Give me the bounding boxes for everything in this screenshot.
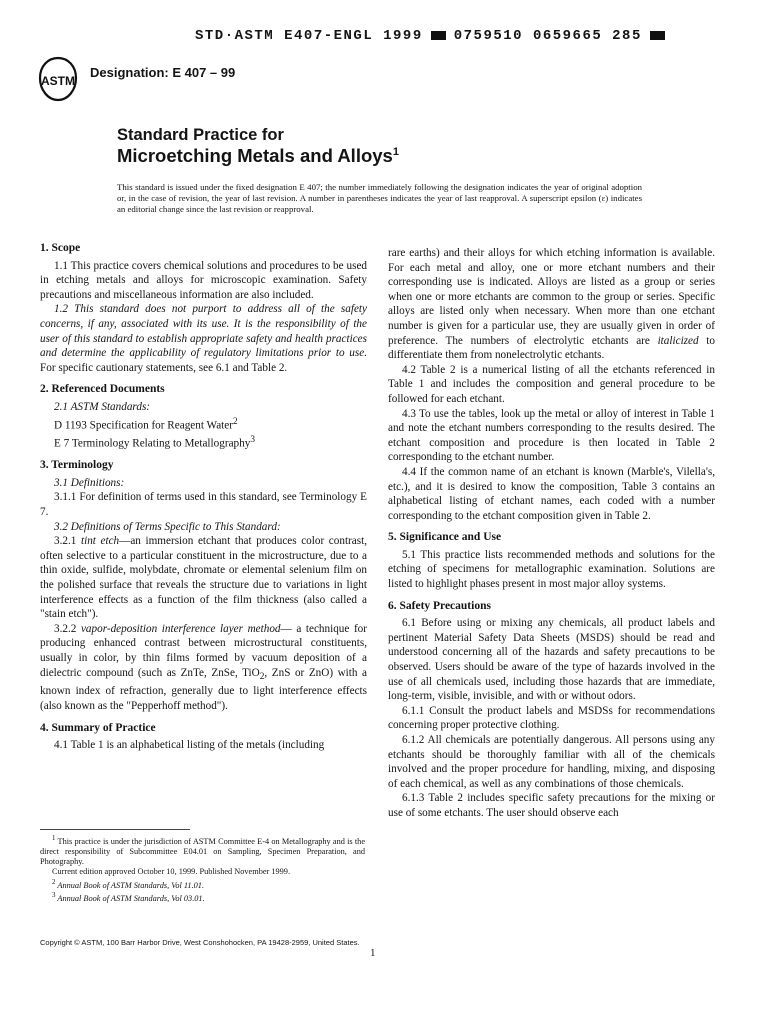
stamp-block-mark — [431, 31, 446, 40]
ref-d1193-text: D 1193 Specification for Reagent Water — [54, 419, 233, 432]
footnote-3 — [40, 891, 365, 904]
para-4-1-italic: italicized — [657, 334, 699, 347]
ref-d1193-sup: 2 — [232, 416, 238, 427]
term-vapor-deposition: vapor-deposition interference layer method — [80, 622, 281, 635]
para-4-4: 4.4 If the common name of an etchant is known (Marble's, Vilella's, etc.), and it is desired to know the composition, Table 3 contains an alphabetical listing of etchant names, each coded with a number corresponding to the etchant composition given in Table 2. — [388, 465, 715, 522]
document-id-stamp — [195, 28, 673, 44]
ref-e7 — [40, 433, 367, 451]
para-3-2-1 — [40, 534, 367, 622]
footnote-1-mark: 1 — [52, 835, 56, 842]
heading-summary: 4. Summary of Practice — [40, 721, 156, 734]
copyright-line: Copyright © ASTM, 100 Barr Harbor Drive, West Conshohocken, PA 19428-2959, United States. — [40, 938, 360, 947]
para-6-1-3: 6.1.3 Table 2 includes specific safety precautions for the mixing or use of some etchants. The user should observe each — [388, 792, 715, 819]
para-4-1-end: to differentiate them from nonelectrolytic etchants. — [388, 334, 715, 362]
para-3-2-2-num: 3.2.2 — [54, 622, 81, 635]
para-3-2-2-text-a: — a technique for producing enhanced contrast between microstructural constituents, usually in color, by thin films formed by vacuum deposition of a dielectric compound (such as ZnTe, ZnSe, TiO — [40, 622, 367, 679]
page-title — [117, 145, 399, 167]
para-1-1: 1.1 This practice covers chemical solutions and procedures to be used in etching metals and alloys for microscopic examination. Safety precautions and miscellaneous information are also included. — [40, 259, 367, 301]
footnote-2-text: Annual Book of ASTM Standards, Vol 11.01. — [55, 880, 205, 890]
footnote-2-mark: 2 — [52, 878, 56, 886]
footnote-1-text: This practice is under the jurisdiction of ASTM Committee E-4 on Metallography and is the direct responsibility of Subcommittee E04.01 on Sampling, Specimen Preparation, and Photography. — [40, 836, 365, 867]
para-5-1: 5.1 This practice lists recommended methods and solutions for the etching of specimens for metallographic examination. Solutions are listed to highlight phases present in most major alloy systems. — [388, 548, 715, 591]
stamp-left: STD·ASTM E407-ENGL 1999 — [195, 28, 423, 44]
footnote-3-text: Annual Book of ASTM Standards, Vol 03.01. — [55, 893, 205, 903]
para-3-2-2 — [40, 622, 367, 714]
para-1-2 — [40, 302, 367, 375]
footnote-1 — [40, 834, 365, 867]
para-3-1 — [40, 476, 367, 491]
para-3-2-1-num: 3.2.1 — [54, 535, 81, 548]
para-4-1: 4.1 Table 1 is an alphabetical listing of the metals (including — [54, 739, 325, 752]
astm-logo — [38, 56, 78, 102]
para-1-2-italic: 1.2 This standard does not purport to address all of the safety concerns, if any, associated with its use. It is the responsibility of the user of this standard to establish appropriate safety and health practices and determine the applicability of regulatory limitations prior to use. — [40, 303, 367, 360]
para-4-1-cont-text: rare earths) and their alloys for which etching information is available. For each metal and alloy, one or more etchant numbers and their corresponding use is indicated. Alloys are listed as a group or series when one or more etchants are common to the group or series. Specific alloys are listed only when necessary. When more than one etchant number is given for a particular use, they are usually given in order of preference. The numbers of electrolytic etchants are — [388, 247, 715, 347]
footnotes — [40, 834, 365, 904]
ref-e7-text: E 7 Terminology Relating to Metallography — [54, 437, 251, 450]
heading-scope: 1. Scope — [40, 242, 81, 254]
para-3-1-1: 3.1.1 For definition of terms used in this standard, see Terminology E 7. — [40, 491, 367, 518]
footnote-3-mark: 3 — [52, 891, 56, 899]
para-2-1-text: 2.1 ASTM Standards: — [54, 400, 151, 413]
para-1-2-rest: For specific cautionary statements, see 6.1 and Table 2. — [40, 361, 288, 374]
para-3-2-2-sub: 2 — [259, 671, 265, 682]
left-column — [40, 238, 367, 753]
heading-terminology: 3. Terminology — [40, 459, 114, 472]
ref-e7-sup: 3 — [250, 434, 255, 445]
stamp-block-mark-end — [650, 31, 665, 40]
stamp-right: 0759510 0659665 285 — [453, 28, 642, 44]
title-line-2: Microetching Metals and Alloys — [117, 145, 393, 166]
para-4-2: 4.2 Table 2 is a numerical listing of all the etchants referenced in Table 1 and includes the composition and general procedure to be followed for each etchant. — [388, 363, 715, 405]
para-3-2-1-text: —an immersion etchant that produces color contrast, often selective to a particular constituent in the microstructure, due to a thin oxide, sulfide, molybdate, chromate or elemental selenium film on the polished surface that reveals the structure due to variations in light interference effects as a function of the film thickness (also called a "stain etch"). — [40, 535, 367, 621]
term-tint-etch: tint etch — [80, 535, 120, 548]
para-6-1: 6.1 Before using or mixing any chemicals, all product labels and pertinent Material Safety Data Sheets (MSDS) should be read and understood concerning all of the hazards and safety precautions to be observed. Users should be aware of the type of hazards involved in the use of all chemicals used, including those hazards that are immediate, long-term, visible, invisible, and with or without odors. — [388, 617, 715, 703]
footnote-1-approval: Current edition approved October 10, 1999. Published November 1999. — [52, 867, 291, 877]
heading-referenced-documents: 2. Referenced Documents — [40, 383, 165, 396]
para-3-2 — [40, 520, 367, 535]
heading-safety: 6. Safety Precautions — [388, 599, 491, 612]
issuance-note: This standard is issued under the fixed designation E 407; the number immediately following the designation indicates the year of original adoption or, in the case of revision, the year of last revision. A number in parentheses indicates the year of last reapproval. A superscript epsilon (ε) indicates an editorial change since the last revision or reapproval. — [117, 182, 642, 214]
title-line-1: Standard Practice for — [117, 126, 284, 144]
para-6-1-1: 6.1.1 Consult the product labels and MSDSs for recommendations concerning proper protective clothing. — [388, 704, 715, 732]
page-number: 1 — [370, 947, 376, 959]
logo-text: ASTM — [41, 74, 75, 88]
para-6-1-2: 6.1.2 All chemicals are potentially dangerous. All persons using any etchants should be thoroughly familiar with all of the chemicals involved and the proper procedure for handling, mixing, and disposing of each chemical, as well as any combinations of those chemicals. — [388, 734, 715, 790]
para-3-2-2-text-b: , ZnS or ZnO) with a known index of refraction, generally due to light interference effects (also known as the "Pepperhoff method"). — [40, 666, 367, 712]
designation: Designation: E 407 – 99 — [90, 65, 236, 80]
para-3-1-text: 3.1 Definitions: — [54, 476, 125, 489]
para-2-1 — [40, 400, 367, 415]
heading-significance: 5. Significance and Use — [388, 531, 502, 544]
right-column — [388, 246, 715, 821]
para-4-1-cont — [388, 246, 715, 363]
para-3-2-text: 3.2 Definitions of Terms Specific to This Standard: — [54, 520, 281, 533]
footnote-divider — [40, 829, 190, 830]
ref-d1193 — [40, 415, 367, 433]
para-4-3: 4.3 To use the tables, look up the metal or alloy of interest in Table 1 and note the etchant numbers corresponding to the results desired. The etchant composition and procedure is then located in Table 2 corresponding to the etchant number. — [388, 407, 715, 464]
footnote-2 — [40, 878, 365, 891]
title-footnote-mark: 1 — [392, 145, 399, 158]
